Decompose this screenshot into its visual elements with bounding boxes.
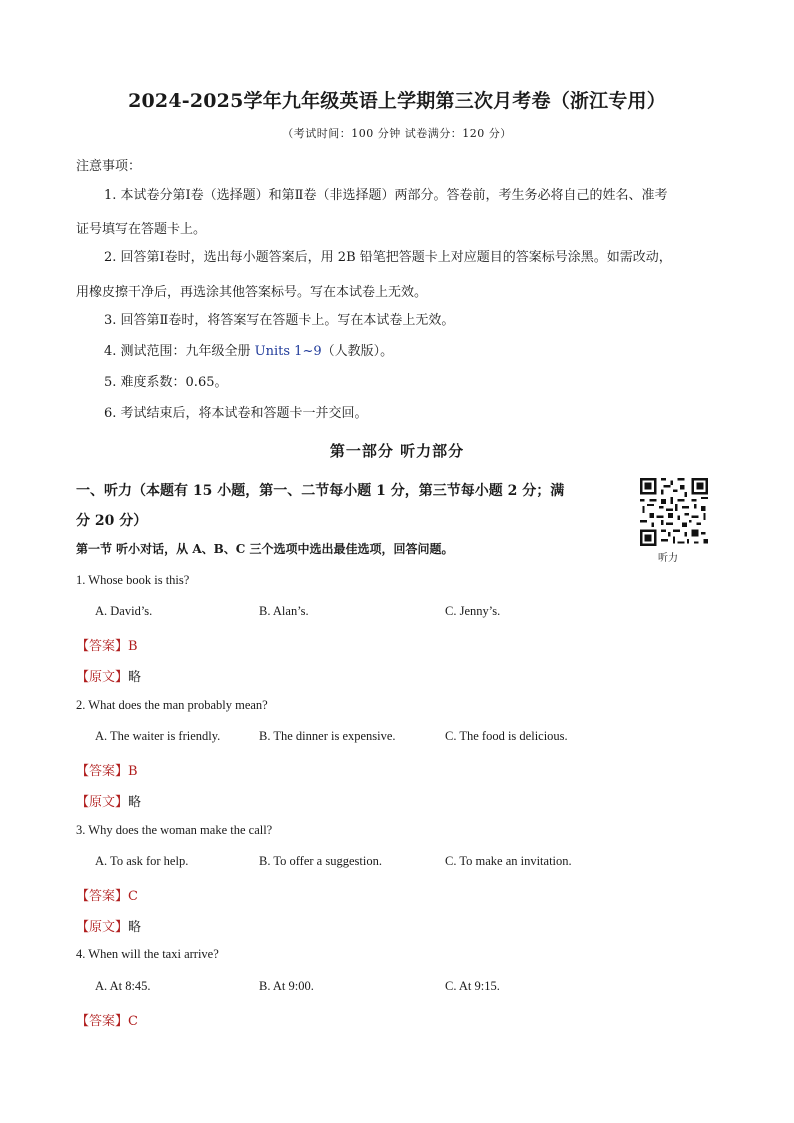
question-1-stem: 1. Whose book is this? xyxy=(76,573,190,587)
question-3-option-a: A. To ask for help. xyxy=(95,854,189,868)
question-2-option-a: A. The waiter is friendly. xyxy=(95,729,221,743)
note-1-line-1: 1. 本试卷分第Ⅰ卷（选择题）和第Ⅱ卷（非选择题）两部分。答卷前，考生务必将自己的姓名、准考 xyxy=(104,188,668,203)
answer-tag: 【答案】 xyxy=(76,639,129,654)
note-4-prefix: 4. 测试范围：九年级全册 xyxy=(104,344,255,359)
note-2-line-2: 用橡皮擦干净后，再选涂其他答案标号。写在本试卷上无效。 xyxy=(76,285,428,300)
note-4 xyxy=(104,344,393,360)
question-3-option-c: C. To make an invitation. xyxy=(445,854,572,868)
question-4-option-a: A. At 8:45. xyxy=(95,979,151,993)
question-2-source xyxy=(76,791,141,810)
question-4-answer xyxy=(76,1010,138,1029)
note-3: 3. 回答第Ⅱ卷时，将答案写在答题卡上。写在本试卷上无效。 xyxy=(104,313,455,328)
answer-value: B xyxy=(128,764,138,779)
question-3-answer xyxy=(76,885,138,904)
source-tag: 【原文】 xyxy=(76,795,129,810)
question-2-option-c: C. The food is delicious. xyxy=(445,729,568,743)
notes-heading: 注意事项： xyxy=(76,159,142,174)
source-value: 略 xyxy=(128,795,142,810)
question-1-option-b: B. Alan’s. xyxy=(259,604,309,618)
question-2-stem: 2. What does the man probably mean? xyxy=(76,698,268,712)
qr-code-icon[interactable] xyxy=(640,478,708,546)
answer-tag: 【答案】 xyxy=(76,889,129,904)
qr-label: 听力 xyxy=(658,553,678,564)
exam-info: （考试时间：100 分钟 试卷满分：120 分） xyxy=(282,127,512,140)
question-1-option-a: A. David’s. xyxy=(95,604,153,618)
question-4-stem: 4. When will the taxi arrive? xyxy=(76,947,219,961)
note-1-line-2: 证号填写在答题卡上。 xyxy=(76,222,207,237)
question-2-answer xyxy=(76,760,138,779)
question-4-option-b: B. At 9:00. xyxy=(259,979,314,993)
source-value: 略 xyxy=(128,670,142,685)
note-4-scope: Units 1~9 xyxy=(254,344,322,359)
source-value: 略 xyxy=(128,920,142,935)
note-6: 6. 考试结束后，将本试卷和答题卡一并交回。 xyxy=(104,406,368,421)
part-title: 第一部分 听力部分 xyxy=(329,442,465,460)
section-heading-line-2: 分 20 分） xyxy=(76,513,148,529)
note-5: 5. 难度系数：0.65。 xyxy=(104,375,228,390)
question-1-answer xyxy=(76,635,138,654)
note-2-line-1: 2. 回答第Ⅰ卷时，选出每小题答案后，用 2B 铅笔把答题卡上对应题目的答案标号涂黑。如需改动， xyxy=(104,250,672,265)
section-heading-line-1: 一、听力（本题有 15 小题，第一、二节每小题 1 分，第三节每小题 2 分；满 xyxy=(76,483,565,499)
note-4-suffix: （人教版）。 xyxy=(321,344,394,359)
question-1-source xyxy=(76,666,141,685)
answer-value: C xyxy=(128,1014,138,1029)
source-tag: 【原文】 xyxy=(76,670,129,685)
question-2-option-b: B. The dinner is expensive. xyxy=(259,729,396,743)
answer-tag: 【答案】 xyxy=(76,764,129,779)
question-3-source xyxy=(76,916,141,935)
question-3-option-b: B. To offer a suggestion. xyxy=(259,854,382,868)
page-title: 2024-2025学年九年级英语上学期第三次月考卷（浙江专用） xyxy=(128,90,666,112)
subsection-heading: 第一节 听小对话，从 A、B、C 三个选项中选出最佳选项，回答问题。 xyxy=(76,542,454,556)
answer-tag: 【答案】 xyxy=(76,1014,129,1029)
question-1-option-c: C. Jenny’s. xyxy=(445,604,501,618)
question-3-stem: 3. Why does the woman make the call? xyxy=(76,823,273,837)
answer-value: C xyxy=(128,889,138,904)
source-tag: 【原文】 xyxy=(76,920,129,935)
question-4-option-c: C. At 9:15. xyxy=(445,979,500,993)
answer-value: B xyxy=(128,639,138,654)
